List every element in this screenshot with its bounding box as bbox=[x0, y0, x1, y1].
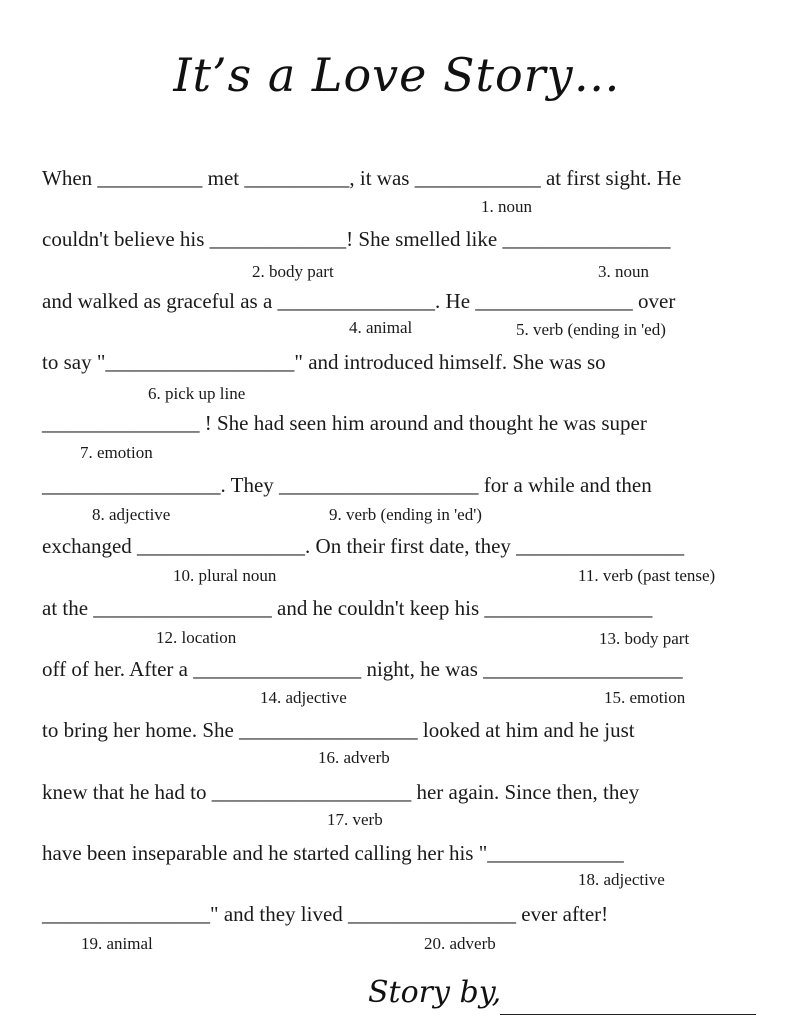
hint-3-noun: 3. noun bbox=[598, 262, 649, 281]
story-line-7: exchanged ________________. On their first date, they ________________ bbox=[42, 534, 685, 558]
hint-9-verb: 9. verb (ending in 'ed') bbox=[329, 505, 482, 524]
story-line-11: knew that he had to ___________________ her again. Since then, they bbox=[42, 780, 640, 804]
story-line-12: have been inseparable and he started calling her his "_____________ bbox=[42, 841, 624, 865]
page-title: It’s a Love Story… bbox=[173, 48, 621, 102]
hint-14-adjective: 14. adjective bbox=[260, 688, 347, 707]
hint-6-pick-up-line: 6. pick up line bbox=[148, 384, 246, 403]
story-line-9: off of her. After a ________________ night, he was ___________________ bbox=[42, 657, 683, 681]
story-line-2: couldn't believe his _____________! She smelled like ________________ bbox=[42, 227, 671, 251]
signature-line[interactable] bbox=[500, 1014, 756, 1015]
story-line-8: at the _________________ and he couldn't keep his ________________ bbox=[42, 596, 653, 620]
story-by-label: Story by, bbox=[368, 975, 502, 1010]
hint-19-animal: 19. animal bbox=[81, 934, 153, 953]
hint-5-verb: 5. verb (ending in 'ed) bbox=[516, 320, 666, 339]
hint-1-noun: 1. noun bbox=[481, 197, 532, 216]
hint-11-verb-past: 11. verb (past tense) bbox=[578, 566, 716, 585]
hint-15-emotion: 15. emotion bbox=[604, 688, 686, 707]
hint-8-adjective: 8. adjective bbox=[92, 505, 171, 524]
hint-17-verb: 17. verb bbox=[327, 810, 383, 829]
story-line-6: _________________. They ___________________ for a while and then bbox=[42, 473, 652, 497]
story-line-13: ________________" and they lived ________________ ever after! bbox=[42, 902, 609, 926]
story-line-1: When __________ met __________, it was ____________ at first sight. He bbox=[42, 166, 682, 190]
story-line-10: to bring her home. She _________________ looked at him and he just bbox=[42, 718, 635, 742]
story-line-3: and walked as graceful as a _______________. He _______________ over bbox=[42, 289, 676, 313]
story-line-5: _______________ ! She had seen him around and thought he was super bbox=[42, 411, 647, 435]
hint-16-adverb: 16. adverb bbox=[318, 748, 390, 767]
hint-4-animal: 4. animal bbox=[349, 318, 413, 337]
hint-13-body-part: 13. body part bbox=[599, 629, 690, 648]
hint-18-adjective: 18. adjective bbox=[578, 870, 665, 889]
story-line-4: to say "__________________" and introduced himself. She was so bbox=[42, 350, 606, 374]
hint-20-adverb: 20. adverb bbox=[424, 934, 496, 953]
hint-7-emotion: 7. emotion bbox=[80, 443, 153, 462]
hint-12-location: 12. location bbox=[156, 628, 237, 647]
hint-2-body-part: 2. body part bbox=[252, 262, 334, 281]
hint-10-plural-noun: 10. plural noun bbox=[173, 566, 277, 585]
